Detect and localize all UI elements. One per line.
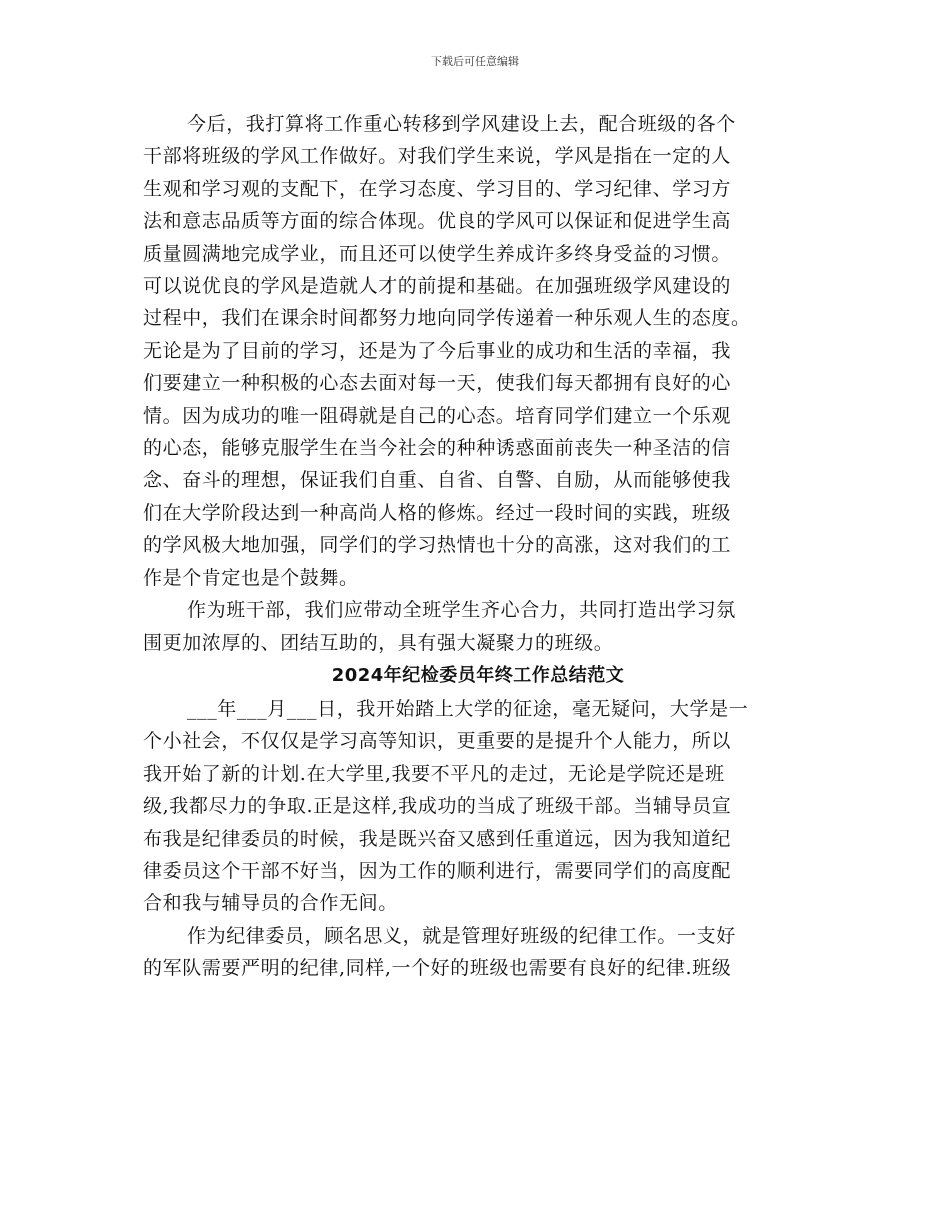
text-line: 作是个肯定也是个鼓舞。 xyxy=(143,566,359,589)
text-line: 围更加浓厚的、团结互助的，具有强大凝聚力的班级。 xyxy=(143,631,614,654)
section-title: 2024年纪检委员年终工作总结范文 xyxy=(331,664,625,686)
text-line: 我开始了新的计划.在大学里,我要不平凡的走过，无论是学院还是班 xyxy=(143,762,725,785)
text-line: 合和我与辅导员的合作无间。 xyxy=(143,892,398,915)
text-line: 级,我都尽力的争取.正是这样,我成功的当成了班级干部。当辅导员宣 xyxy=(143,795,732,818)
text-line: 可以说优良的学风是造就人才的前提和基础。在加强班级学风建设的 xyxy=(143,275,732,298)
text-line: 们在大学阶段达到一种高尚人格的修炼。经过一段时间的实践，班级 xyxy=(143,501,732,524)
paragraph xyxy=(143,920,813,985)
text-line: 情。因为成功的唯一阻碍就是自己的心态。培育同学们建立一个乐观 xyxy=(143,404,732,427)
text-line: 们要建立一种积极的心态去面对每一天，使我们每天都拥有良好的心 xyxy=(143,372,732,395)
text-line: 质量圆满地完成学业，而且还可以使学生养成许多终身受益的习惯。 xyxy=(143,242,732,265)
text-line: ___年___月___日，我开始踏上大学的征途，毫无疑问，大学是一 xyxy=(187,697,749,720)
section-b xyxy=(143,693,813,985)
paragraph xyxy=(143,108,813,594)
text-line: 的军队需要严明的纪律,同样,一个好的班级也需要有良好的纪律.班级 xyxy=(143,957,732,980)
text-line: 布我是纪律委员的时候，我是既兴奋又感到任重道远，因为我知道纪 xyxy=(143,827,732,850)
paragraph xyxy=(143,693,813,920)
text-line: 法和意志品质等方面的综合体现。优良的学风可以保证和促进学生高 xyxy=(143,210,732,233)
text-line: 干部将班级的学风工作做好。对我们学生来说，学风是指在一定的人 xyxy=(143,145,732,168)
text-line: 生观和学习观的支配下，在学习态度、学习目的、学习纪律、学习方 xyxy=(143,177,732,200)
text-line: 今后，我打算将工作重心转移到学风建设上去，配合班级的各个 xyxy=(187,113,736,135)
section-a xyxy=(143,108,813,659)
text-line: 律委员这个干部不好当，因为工作的顺利进行，需要同学们的高度配 xyxy=(143,859,732,882)
document-body xyxy=(143,108,813,985)
text-line: 过程中，我们在课余时间都努力地向同学传递着一种乐观人生的态度。 xyxy=(143,307,751,330)
page-header: 下载后可任意编辑 xyxy=(431,55,519,68)
text-line: 个小社会，不仅仅是学习高等知识，更重要的是提升个人能力，所以 xyxy=(143,730,732,753)
text-line: 的学风极大地加强，同学们的学习热情也十分的高涨，这对我们的工 xyxy=(143,534,732,557)
text-line: 作为班干部，我们应带动全班学生齐心合力，共同打造出学习氛 xyxy=(187,599,736,622)
text-line: 无论是为了目前的学习，还是为了今后事业的成功和生活的幸福，我 xyxy=(143,339,732,362)
paragraph xyxy=(143,594,813,659)
text-line: 作为纪律委员，顾名思义，就是管理好班级的纪律工作。一支好 xyxy=(187,924,736,947)
text-line: 念、奋斗的理想，保证我们自重、自省、自警、自励，从而能够使我 xyxy=(143,469,732,492)
text-line: 的心态，能够克服学生在当今社会的种种诱惑面前丧失一种圣洁的信 xyxy=(143,437,732,460)
